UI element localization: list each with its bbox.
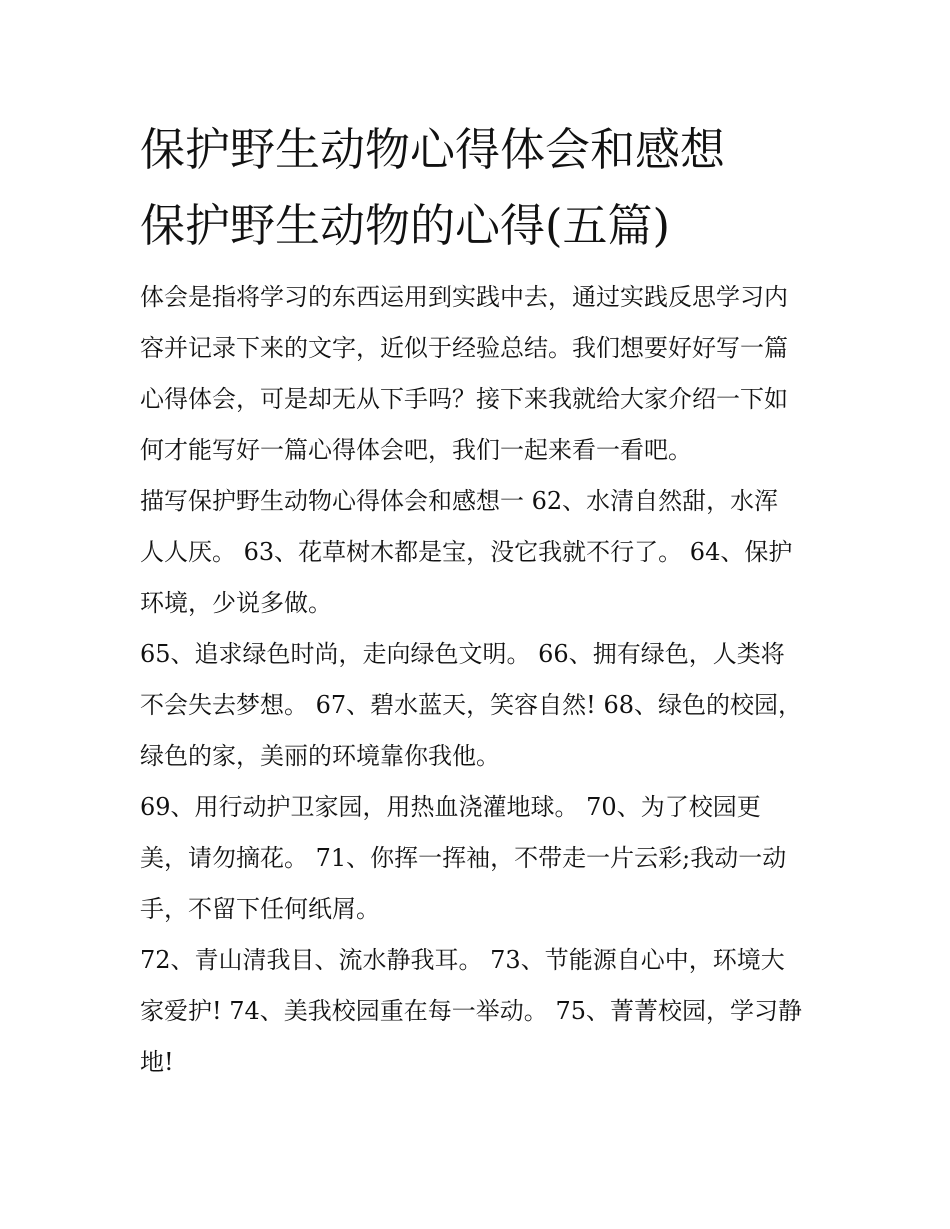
document-title — [140, 112, 820, 264]
text-line: 人人厌。 63、花草树木都是宝，没它我就不行了。 64、保护 — [140, 538, 793, 566]
text-line: 家爱护! 74、美我校园重在每一举动。 75、菁菁校园，学习静 — [140, 997, 802, 1025]
article-text — [140, 272, 820, 1088]
text-line: 容并记录下来的文字，近似于经验总结。我们想要好好写一篇 — [140, 334, 788, 362]
section-paragraph — [140, 476, 820, 629]
title-line: 保护野生动物的心得(五篇) — [140, 199, 671, 252]
text-line: 体会是指将学习的东西运用到实践中去，通过实践反思学习内 — [140, 283, 788, 311]
text-line: 65、追求绿色时尚，走向绿色文明。 66、拥有绿色，人类将 — [140, 640, 785, 668]
section-paragraph — [140, 782, 820, 935]
text-line: 绿色的家，美丽的环境靠你我他。 — [140, 742, 500, 770]
text-line: 何才能写好一篇心得体会吧，我们一起来看一看吧。 — [140, 436, 692, 464]
text-line: 环境，少说多做。 — [140, 589, 332, 617]
text-line: 地! — [140, 1048, 174, 1076]
text-line: 美，请勿摘花。 71、你挥一挥袖，不带走一片云彩;我动一动 — [140, 844, 787, 872]
text-line: 69、用行动护卫家园，用热血浇灌地球。 70、为了校园更 — [140, 793, 761, 821]
text-line: 72、青山清我目、流水静我耳。 73、节能源自心中，环境大 — [140, 946, 785, 974]
text-line: 手，不留下任何纸屑。 — [140, 895, 380, 923]
section-paragraph — [140, 935, 820, 1088]
document-body — [140, 112, 820, 1088]
section-paragraph — [140, 629, 820, 782]
text-line: 描写保护野生动物心得体会和感想一 62、水清自然甜，水浑 — [140, 487, 779, 515]
text-line: 心得体会，可是却无从下手吗？接下来我就给大家介绍一下如 — [140, 385, 788, 413]
title-line: 保护野生动物心得体会和感想 — [140, 123, 726, 176]
intro-paragraph — [140, 272, 820, 476]
text-line: 不会失去梦想。 67、碧水蓝天，笑容自然! 68、绿色的校园， — [140, 691, 802, 719]
